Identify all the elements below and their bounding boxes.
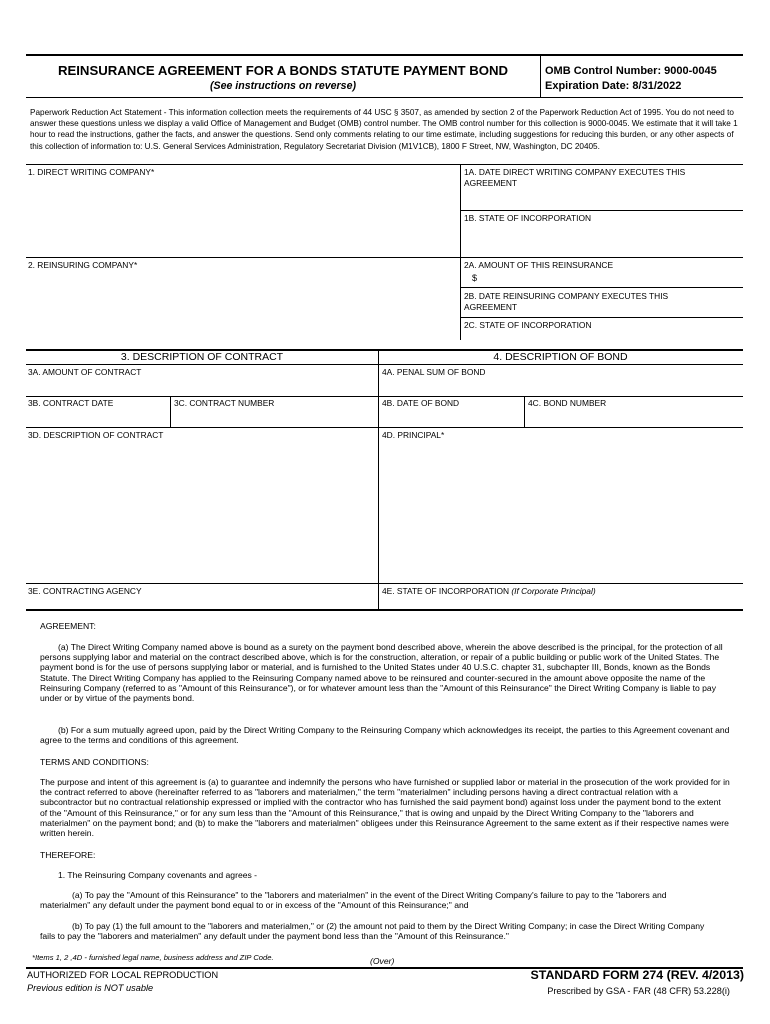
state-incorporation-2c-field[interactable] [464, 332, 742, 340]
prescribed-by: Prescribed by GSA - FAR (48 CFR) 53.228(i) [547, 986, 730, 996]
cell-divider [170, 396, 171, 427]
agreement-heading: AGREEMENT: [40, 621, 96, 631]
amount-reinsurance-field[interactable] [480, 272, 742, 286]
date-dwc-executes-field[interactable] [464, 192, 742, 208]
authorized-reproduction: AUTHORIZED FOR LOCAL REPRODUCTION [27, 970, 219, 980]
contract-number-field[interactable] [174, 410, 374, 426]
amount-of-contract-label: 3A. AMOUNT OF CONTRACT [28, 367, 142, 377]
top-rule [26, 54, 743, 56]
terms-heading: TERMS AND CONDITIONS: [40, 757, 149, 767]
footnote: *Items 1, 2 ,4D - furnished legal name, business address and ZIP Code. [32, 953, 274, 962]
rule [26, 427, 743, 428]
previous-edition-note: Previous edition is NOT usable [27, 983, 154, 993]
state-incorporation-4e-field[interactable] [382, 598, 742, 608]
date-reinsuring-executes-label: 2B. DATE REINSURING COMPANY EXECUTES THIS AGREEMENT [464, 291, 669, 312]
state-incorporation-1b-field[interactable] [464, 226, 742, 256]
corporate-principal-note: (If Corporate Principal) [511, 586, 596, 596]
rule [26, 364, 743, 365]
reinsuring-company-field[interactable] [28, 273, 456, 339]
penal-sum-label: 4A. PENAL SUM OF BOND [382, 367, 486, 377]
date-of-bond-field[interactable] [382, 410, 520, 426]
rule [460, 287, 743, 288]
principal-label: 4D. PRINCIPAL* [382, 430, 445, 440]
section-3-heading: 3. DESCRIPTION OF CONTRACT [120, 351, 284, 363]
paperwork-reduction-notice: Paperwork Reduction Act Statement - This information collection meets the requirements of 44 USC § 3507, as amended by section 2 of the Paperwork Reduction Act of 1995. You do not need to answer these questions unless we display a valid Office of Management and Budget (OMB) control number. The OMB control number for this collection is 9000-0045. We estimate that it will take 1 hour to read the instructions, gather the facts, and answer the questions. Send only comments relating to our time estimate, including suggestions for reducing this burden, or any other aspects of this collection of information to: U.S. General Services Administration, Regulatory Secretariat Division (M1V1CB), 1800 F Street, NW, Washington, DC 20405. [30, 108, 738, 151]
direct-writing-company-label: 1. DIRECT WRITING COMPANY* [28, 167, 155, 177]
omb-control-number: OMB Control Number: 9000-0045 [545, 65, 717, 77]
expiration-date: Expiration Date: 8/31/2022 [545, 80, 682, 92]
contract-date-field[interactable] [28, 410, 166, 426]
rule [26, 583, 743, 584]
form-subtitle: (See instructions on reverse) [209, 80, 356, 92]
over-note: (Over) [370, 956, 395, 966]
description-of-contract-field[interactable] [28, 443, 374, 581]
section-divider [378, 349, 379, 609]
reinsuring-company-label: 2. REINSURING COMPANY* [28, 260, 138, 270]
rule [460, 210, 743, 211]
rule [26, 257, 743, 258]
penal-sum-field[interactable] [382, 379, 742, 395]
therefore-heading: THEREFORE: [40, 850, 96, 860]
contract-date-label: 3B. CONTRACT DATE [28, 398, 114, 408]
grid-divider [460, 164, 461, 340]
state-incorporation-4e-label [382, 586, 596, 597]
amount-reinsurance-label: 2A. AMOUNT OF THIS REINSURANCE [464, 260, 614, 270]
cell-divider [524, 396, 525, 427]
covenant-item-1a: (a) To pay the "Amount of this Reinsurance" to the "laborers and materialmen" in the event of the Direct Writing Company's failure to pay to the "laborers and materialmen" any default under the payment bond equal to or in excess of the "Amount of this Reinsurance;" and [40, 890, 667, 911]
amount-of-contract-field[interactable] [28, 379, 374, 395]
state-incorporation-2c-label: 2C. STATE OF INCORPORATION [464, 320, 592, 330]
form-number: STANDARD FORM 274 (REV. 4/2013) [530, 968, 744, 982]
rule [26, 164, 743, 165]
section-4-heading: 4. DESCRIPTION OF BOND [493, 351, 628, 363]
section-rule [26, 609, 743, 611]
direct-writing-company-field[interactable] [28, 180, 456, 256]
date-dwc-executes-label: 1A. DATE DIRECT WRITING COMPANY EXECUTES THIS AGREEMENT [464, 167, 686, 188]
description-of-contract-label: 3D. DESCRIPTION OF CONTRACT [28, 430, 164, 440]
form-title: REINSURANCE AGREEMENT FOR A BONDS STATUTE PAYMENT BOND [57, 63, 509, 78]
date-of-bond-label: 4B. DATE OF BOND [382, 398, 460, 408]
rule [460, 317, 743, 318]
agreement-paragraph-b: (b) For a sum mutually agreed upon, paid by the Direct Writing Company to the Reinsuring Company which acknowledges its receipt, the parties to this Agreement covenant and agree to the terms and conditions of this agreement. [40, 725, 730, 746]
date-reinsuring-executes-field[interactable] [464, 304, 742, 316]
contract-number-label: 3C. CONTRACT NUMBER [174, 398, 275, 408]
terms-paragraph: The purpose and intent of this agreement is (a) to guarantee and indemnify the persons who have furnished or supplied labor or material in the prosecution of the work provided for in the contract referred to above (hereinafter referred to as "laborers and materialmen," the term "materialmen" including persons having a direct contractual relation with a subcontractor but no contractual relationship expressed or implied with the contractor who has furnished the said payment bond) against loss under the payment bond to the extent of the "Amount of this Reinsurance," or for any sum less than the "Amount of this Reinsurance," that is owing and unpaid by the Direct Writing Company to the "laborers and materialmen" on the payment bond; and (b) to make the "laborers and materialmen" obligees under this Reinsurance Agreement to the same extent as if their respective names were written herein. [40, 777, 730, 839]
contracting-agency-label: 3E. CONTRACTING AGENCY [28, 586, 142, 596]
header-divider [540, 55, 541, 97]
rule [26, 396, 743, 397]
bond-number-label: 4C. BOND NUMBER [528, 398, 607, 408]
state-incorporation-4e-text: 4E. STATE OF INCORPORATION [382, 586, 510, 596]
currency-symbol: $ [472, 273, 478, 283]
header-bottom-rule [26, 97, 743, 98]
covenant-item-1b: (b) To pay (1) the full amount to the "laborers and materialmen," or (2) the amount not paid to them by the Direct Writing Company; in case the Direct Writing Company fails to pay the "laborers and materialmen" any default under the payment bond less than the "Amount of this Reinsurance." [40, 921, 705, 942]
bond-number-field[interactable] [528, 410, 742, 426]
covenant-item-1: 1. The Reinsuring Company covenants and agrees - [58, 870, 258, 880]
principal-field[interactable] [382, 443, 742, 581]
state-incorporation-1b-label: 1B. STATE OF INCORPORATION [464, 213, 592, 223]
contracting-agency-field[interactable] [28, 598, 374, 608]
agreement-paragraph-a: (a) The Direct Writing Company named above is bound as a surety on the payment bond described above, wherein the above described is the principal, for the protection of all persons supplying labor and material on the contract described above, which is for the construction, alteration, or repair of a public building or public work of the United States. The payment bond is for the use of persons supplying labor or material, and is furnished to the United States under 40 U.S.C. chapter 31, subchapter III, Bonds, known as the Bonds Statute. The Direct Writing Company has applied to the Reinsuring Company named above to be reinsured and counter-secured in the amount above opposite the name of the Reinsuring Company (referred to as "Amount of this Reinsurance"), or for whatever amount less than the "Amount of this Reinsurance" the Direct Writing Company is liable to pay under or by virtue of the payments bond. [40, 642, 723, 704]
